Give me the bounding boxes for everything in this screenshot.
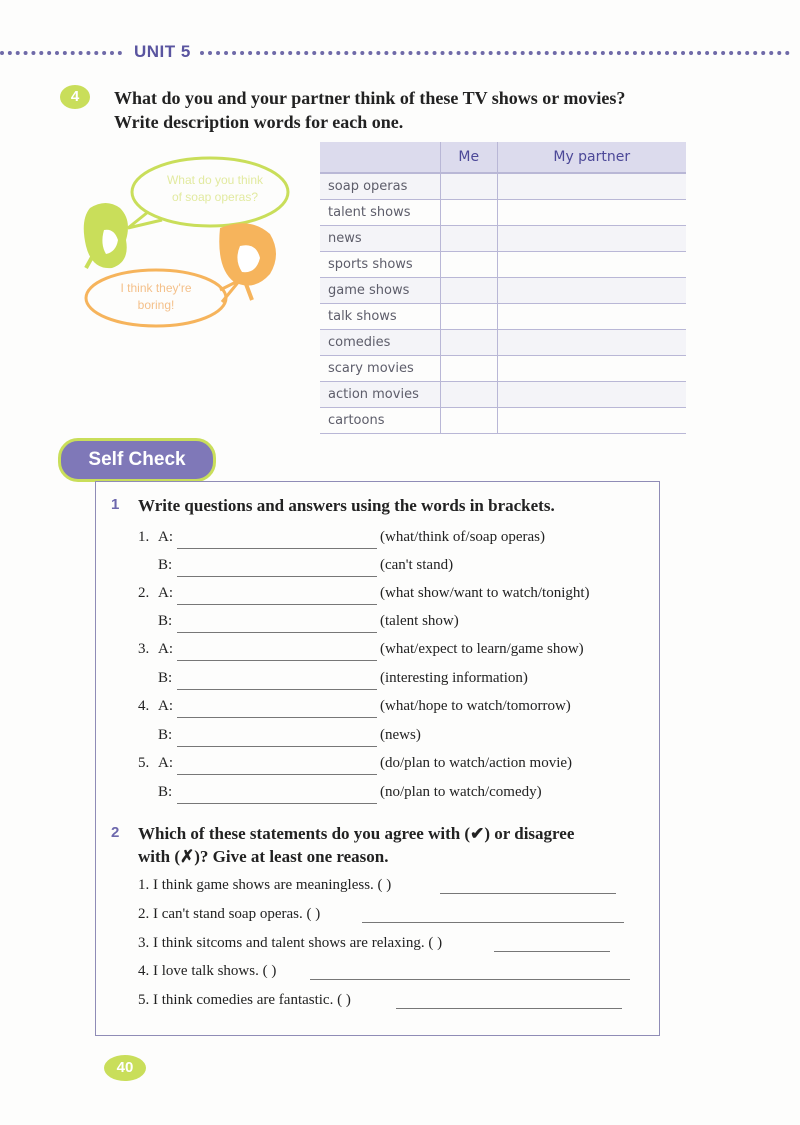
- reason-line[interactable]: [362, 922, 624, 923]
- table-row: [320, 330, 686, 356]
- answer-line[interactable]: [177, 660, 377, 661]
- a-label: A:: [158, 529, 173, 545]
- word-hint: (what/hope to watch/tomorrow): [380, 698, 571, 714]
- answer-line[interactable]: [177, 717, 377, 718]
- answer-line[interactable]: [177, 632, 377, 633]
- statement-item: 3. I think sitcoms and talent shows are relaxing. ( ): [138, 935, 443, 951]
- a-label: A:: [158, 641, 173, 657]
- show-name: scary movies: [320, 356, 441, 382]
- reason-line[interactable]: [310, 979, 630, 980]
- word-hint: (what/think of/soap operas): [380, 529, 545, 545]
- table-row: [320, 356, 686, 382]
- speech-bubble-question: What do you think of soap operas?: [166, 173, 264, 204]
- table-row: [320, 278, 686, 304]
- answer-line[interactable]: [177, 803, 377, 804]
- statement-item: 5. I think comedies are fantastic. ( ): [138, 992, 351, 1008]
- word-hint: (can't stand): [380, 557, 454, 573]
- b-label: B:: [158, 784, 173, 800]
- show-name: talent shows: [320, 200, 441, 226]
- self-check-label: Self Check: [58, 438, 216, 482]
- me-cell[interactable]: [441, 252, 498, 278]
- b-label: B:: [158, 727, 173, 743]
- kids-talking-illustration: [70, 150, 310, 350]
- table-header-row: [320, 142, 686, 173]
- item-number: 5.: [138, 755, 150, 771]
- me-cell[interactable]: [441, 278, 498, 304]
- speech-bubble-answer: I think they're boring!: [120, 281, 192, 312]
- answer-line[interactable]: [177, 548, 377, 549]
- me-cell[interactable]: [441, 304, 498, 330]
- word-hint: (talent show): [380, 613, 459, 629]
- b-label: B:: [158, 670, 173, 686]
- activity-number-badge: 4: [60, 85, 90, 109]
- me-cell[interactable]: [441, 200, 498, 226]
- header-dotted-line-left: [0, 51, 122, 55]
- unit-title: UNIT 5: [134, 42, 191, 61]
- a-label: A:: [158, 585, 173, 601]
- partner-cell[interactable]: [497, 408, 686, 434]
- partner-cell[interactable]: [497, 200, 686, 226]
- partner-cell[interactable]: [497, 173, 686, 200]
- b-label: B:: [158, 613, 173, 629]
- b-label: B:: [158, 557, 173, 573]
- item-number: 4.: [138, 698, 150, 714]
- table-header-empty: [320, 142, 441, 173]
- item-number: 2.: [138, 585, 150, 601]
- word-hint: (what/expect to learn/game show): [380, 641, 584, 657]
- me-cell[interactable]: [441, 356, 498, 382]
- table-row: [320, 252, 686, 278]
- reason-line[interactable]: [440, 893, 616, 894]
- reason-line[interactable]: [396, 1008, 622, 1009]
- answer-line[interactable]: [177, 604, 377, 605]
- a-label: A:: [158, 698, 173, 714]
- table-row: [320, 304, 686, 330]
- answer-line[interactable]: [177, 774, 377, 775]
- statement-item: 1. I think game shows are meaningless. ( ): [138, 877, 392, 893]
- table-row: [320, 408, 686, 434]
- show-name: soap operas: [320, 173, 441, 200]
- partner-cell[interactable]: [497, 304, 686, 330]
- table-row: [320, 226, 686, 252]
- reason-line[interactable]: [494, 951, 610, 952]
- partner-cell[interactable]: [497, 226, 686, 252]
- a-label: A:: [158, 755, 173, 771]
- header-dotted-line-right: [200, 51, 790, 55]
- me-cell[interactable]: [441, 382, 498, 408]
- item-number: 1.: [138, 529, 150, 545]
- show-name: comedies: [320, 330, 441, 356]
- partner-cell[interactable]: [497, 278, 686, 304]
- table-row: [320, 200, 686, 226]
- word-hint: (no/plan to watch/comedy): [380, 784, 542, 800]
- tv-shows-table: [320, 142, 686, 434]
- question2-title: Which of these statements do you agree with (✔) or disagree with (✗)? Give at least one reason.: [138, 824, 575, 866]
- question1-number: 1: [111, 496, 120, 513]
- show-name: action movies: [320, 382, 441, 408]
- word-hint: (what show/want to watch/tonight): [380, 585, 590, 601]
- table-header-me: Me: [441, 142, 498, 173]
- table-row: [320, 173, 686, 200]
- me-cell[interactable]: [441, 226, 498, 252]
- partner-cell[interactable]: [497, 252, 686, 278]
- partner-cell[interactable]: [497, 382, 686, 408]
- question2-number: 2: [111, 824, 120, 841]
- activity4-instruction: What do you and your partner think of these TV shows or movies? Write description words for each one.: [114, 88, 626, 132]
- me-cell[interactable]: [441, 330, 498, 356]
- statement-item: 4. I love talk shows. ( ): [138, 963, 277, 979]
- answer-line[interactable]: [177, 576, 377, 577]
- show-name: news: [320, 226, 441, 252]
- show-name: cartoons: [320, 408, 441, 434]
- self-check-box: [95, 481, 660, 1036]
- item-number: 3.: [138, 641, 150, 657]
- show-name: talk shows: [320, 304, 441, 330]
- show-name: sports shows: [320, 252, 441, 278]
- me-cell[interactable]: [441, 408, 498, 434]
- page-number: 40: [104, 1055, 146, 1081]
- statement-item: 2. I can't stand soap operas. ( ): [138, 906, 321, 922]
- table-row: [320, 382, 686, 408]
- partner-cell[interactable]: [497, 356, 686, 382]
- show-name: game shows: [320, 278, 441, 304]
- partner-cell[interactable]: [497, 330, 686, 356]
- table-header-partner: My partner: [497, 142, 686, 173]
- me-cell[interactable]: [441, 173, 498, 200]
- question1-title: Write questions and answers using the words in brackets.: [138, 496, 555, 515]
- word-hint: (interesting information): [380, 670, 528, 686]
- answer-line[interactable]: [177, 689, 377, 690]
- answer-line[interactable]: [177, 746, 377, 747]
- word-hint: (do/plan to watch/action movie): [380, 755, 573, 771]
- word-hint: (news): [380, 727, 421, 743]
